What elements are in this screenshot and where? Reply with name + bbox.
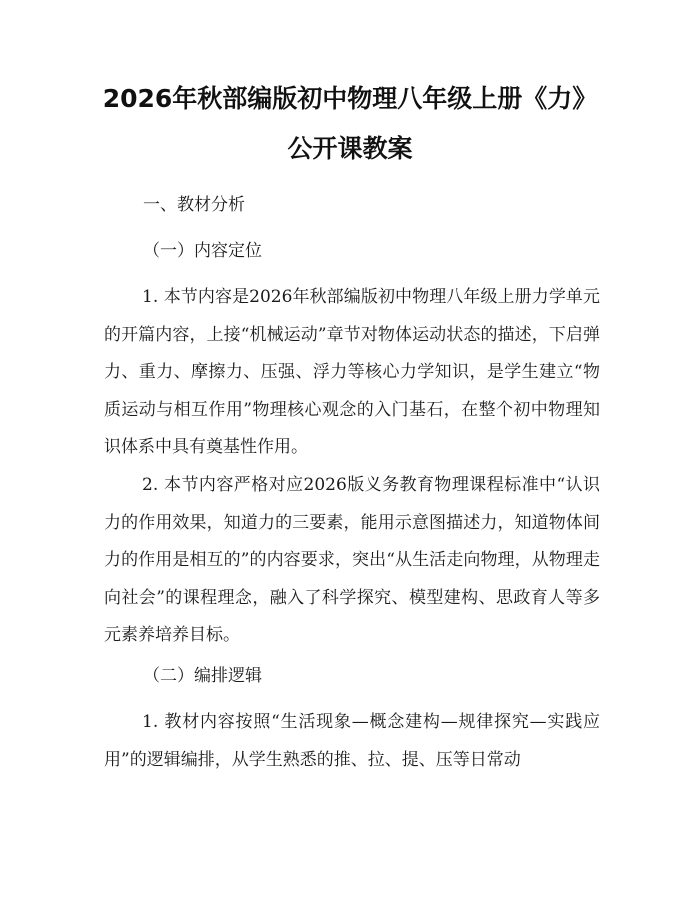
document-title-line-2: 公开课教案: [287, 134, 413, 163]
subsection-heading-arrangement-logic: （二）编排逻辑: [143, 666, 262, 686]
paragraph-content-positioning-2: 2. 本节内容严格对应2026版义务教育物理课程标准中“认识力的作用效果，知道力的三要素，能用示意图描述力，知道物体间力的作用是相互的”的内容要求，突出“从生活走向物理，从物理走向社会”的课程理念，融入了科学探究、模型建构、思政育人等多元素养培养目标。: [104, 475, 600, 646]
subsection-heading-content-positioning: （一）内容定位: [143, 241, 262, 261]
paragraph-content-positioning-1: 1. 本节内容是2026年秋部编版初中物理八年级上册力学单元的开篇内容，上接“机械运动”章节对物体运动状态的描述，下启弹力、重力、摩擦力、压强、浮力等核心力学知识，是学生建立“物质运动与相互作用”物理核心观念的入门基石，在整个初中物理知识体系中具有奠基性作用。: [104, 287, 600, 458]
paragraph-arrangement-logic-1: 1. 教材内容按照“生活现象—概念建构—规律探究—实践应用”的逻辑编排，从学生熟悉的推、拉、提、压等日常动: [104, 712, 600, 770]
document-title-line-1: 2026年秋部编版初中物理八年级上册《力》: [102, 84, 598, 113]
section-heading-teaching-material-analysis: 一、教材分析: [143, 195, 245, 215]
